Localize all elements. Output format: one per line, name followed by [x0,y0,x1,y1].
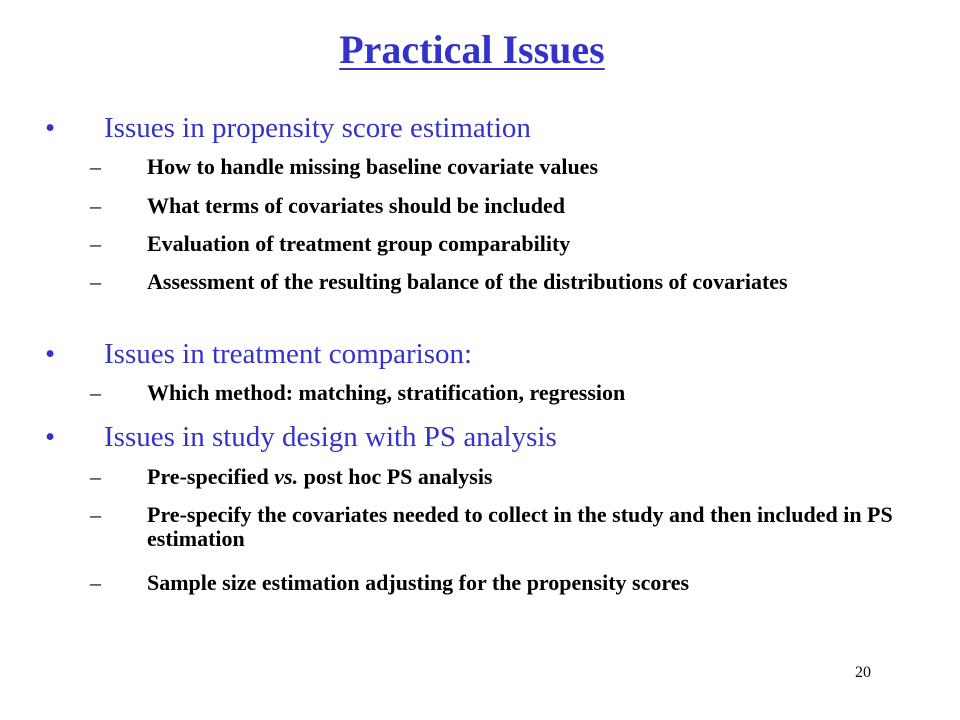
sub-item-text: Pre-specified vs. post hoc PS analysis [147,464,493,489]
sub-item-text: Evaluation of treatment group comparability [147,231,571,256]
bullet-dot: • [45,421,56,453]
slide-title: Practical Issues [339,27,605,72]
dash-marker: – [90,464,101,489]
bullet-dot: • [45,112,56,144]
bullet-heading-text: Issues in treatment comparison: [104,338,473,370]
dash-marker: – [90,154,101,179]
dash-marker: – [90,380,101,405]
emphasis-text: vs. [274,464,299,489]
dash-marker: – [90,193,101,218]
bullet-heading-text: Issues in study design with PS analysis [104,421,557,453]
dash-marker: – [90,231,101,256]
sub-item-text: Pre-specify the covariates needed to collect in the study and then included in PS estimation [147,502,893,551]
dash-marker: – [90,570,101,595]
sub-item-text: What terms of covariates should be included [147,193,565,218]
bullet-dot: • [45,338,56,370]
bullet-heading-text: Issues in propensity score estimation [104,112,531,144]
dash-marker: – [90,269,101,294]
dash-marker: – [90,502,101,527]
sub-item-text: How to handle missing baseline covariate values [147,154,599,179]
sub-item-text: Sample size estimation adjusting for the propensity scores [147,570,690,595]
sub-item-text: Assessment of the resulting balance of the distributions of covariates [147,269,788,294]
sub-item-text: Which method: matching, stratification, regression [147,380,626,405]
page-number: 20 [855,664,871,681]
